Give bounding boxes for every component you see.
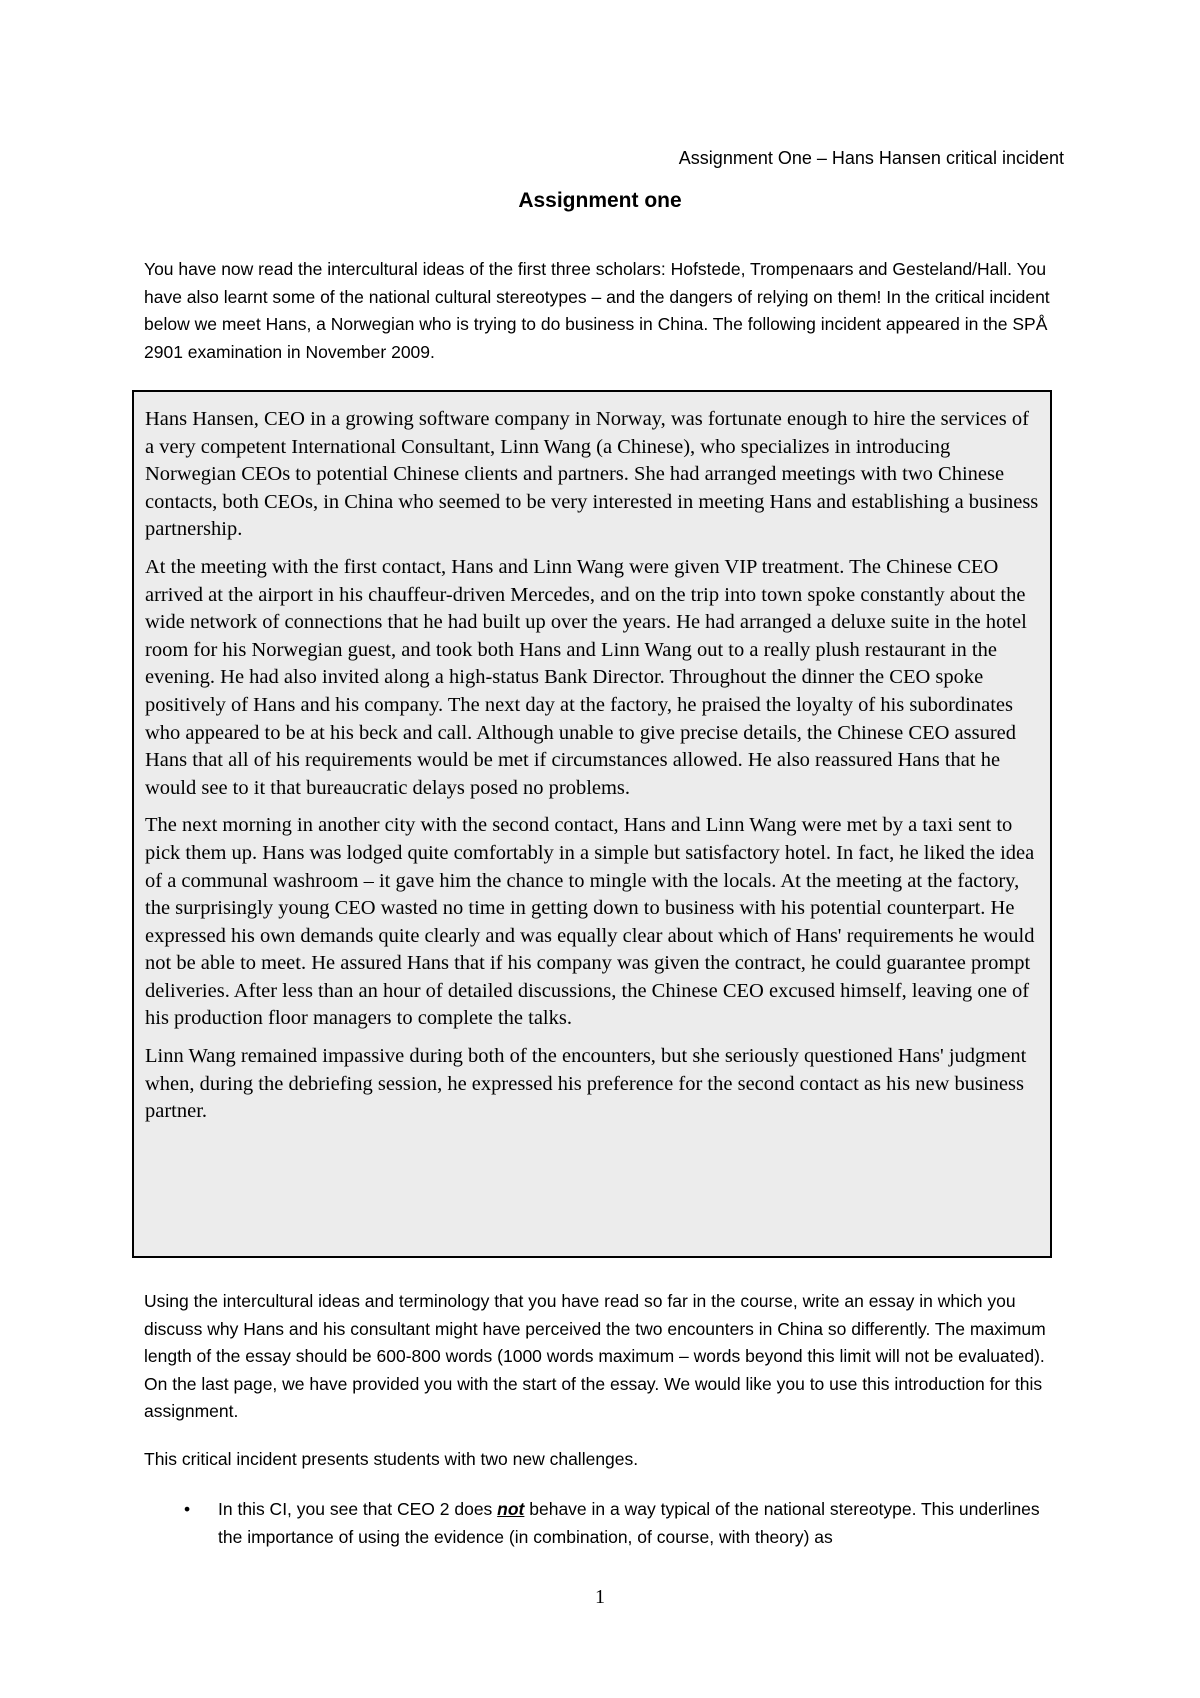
challenges-intro: This critical incident presents students with two new challenges. [144, 1449, 639, 1469]
essay-task-paragraph: Using the intercultural ideas and terminology that you have read so far in the course, write an essay in which you discuss why Hans and his consultant might have perceived the two encounters in China so differently. The maximum length of the essay should be 600-800 words (1000 words maximum – words beyond this limit will not be evaluated). On the last page, we have provided you with the start of the essay. We would like you to use this introduction for this assignment. [144, 1291, 1046, 1421]
bullet-icon: • [184, 1499, 191, 1519]
page-number: 1 [595, 1586, 605, 1608]
bullet-text-after: behave in a way typical of the national stereotype. This underlines the importance of using the evidence (in combination, of course, with theory) as [218, 1499, 1040, 1547]
incident-paragraph-2: At the meeting with the first contact, Hans and Linn Wang were given VIP treatment. The Chinese CEO arrived at the airport in his chauffeur-driven Mercedes, and on the trip into town spoke constantly about the wide network of connections that he had built up over the years. He had arranged a deluxe suite in the hotel room for his Norwegian guest, and took both Hans and Linn Wang out to a really plush restaurant in the evening. He had also invited along a high-status Bank Director. Throughout the dinner the CEO spoke positively of Hans and his company. The next day at the factory, he praised the loyalty of his subordinates who appeared to be at his beck and call. Although unable to give precise details, the Chinese CEO assured Hans that all of his requirements would be met if circumstances allowed. He also reassured Hans that he would see to it that bureaucratic delays posed no problems. [145, 555, 1027, 799]
intro-paragraph: You have now read the intercultural ideas of the first three scholars: Hofstede, Trompenaars and Gesteland/Hall. You have also learnt some of the national cultural stereotypes – and the dangers of relying on them! In the critical incident below we meet Hans, a Norwegian who is trying to do business in China. The following incident appeared in the SPÅ 2901 examination in November 2009. [144, 259, 1050, 362]
challenges-list [144, 1496, 1066, 1551]
incident-paragraph-3: The next morning in another city with the second contact, Hans and Linn Wang were met by a taxi sent to pick them up. Hans was lodged quite comfortably in a simple but satisfactory hotel. In fact, he liked the idea of a communal washroom – it gave him the chance to mingle with the locals. At the meeting at the factory, the surprisingly young CEO wasted no time in getting down to business with his potential counterpart. He expressed his own demands quite clearly and was equally clear about which of Hans' requirements he would not be able to meet. He assured Hans that if his company was given the contract, he could guarantee prompt deliveries. After less than an hour of detailed discussions, the Chinese CEO excused himself, leaving one of his production floor managers to complete the talks. [145, 814, 1035, 1030]
bullet-emphasis: not [497, 1499, 525, 1519]
critical-incident-box [132, 390, 1052, 1258]
document-title: Assignment one [518, 189, 682, 212]
incident-paragraph-4: Linn Wang remained impassive during both of the encounters, but she seriously questioned Hans' judgment when, during the debriefing session, he expressed his preference for the second contact as his new business partner. [145, 1045, 1027, 1123]
incident-paragraph-1: Hans Hansen, CEO in a growing software company in Norway, was fortunate enough to hire the services of a very competent International Consultant, Linn Wang (a Chinese), who specializes in introducing Norwegian CEOs to potential Chinese clients and partners. She had arranged meetings with two Chinese contacts, both CEOs, in China who seemed to be very interested in meeting Hans and establishing a business partnership. [145, 408, 1039, 541]
running-header: Assignment One – Hans Hansen critical incident [678, 148, 1064, 168]
list-item [144, 1496, 1066, 1551]
bullet-text-before: In this CI, you see that CEO 2 does [218, 1499, 498, 1519]
